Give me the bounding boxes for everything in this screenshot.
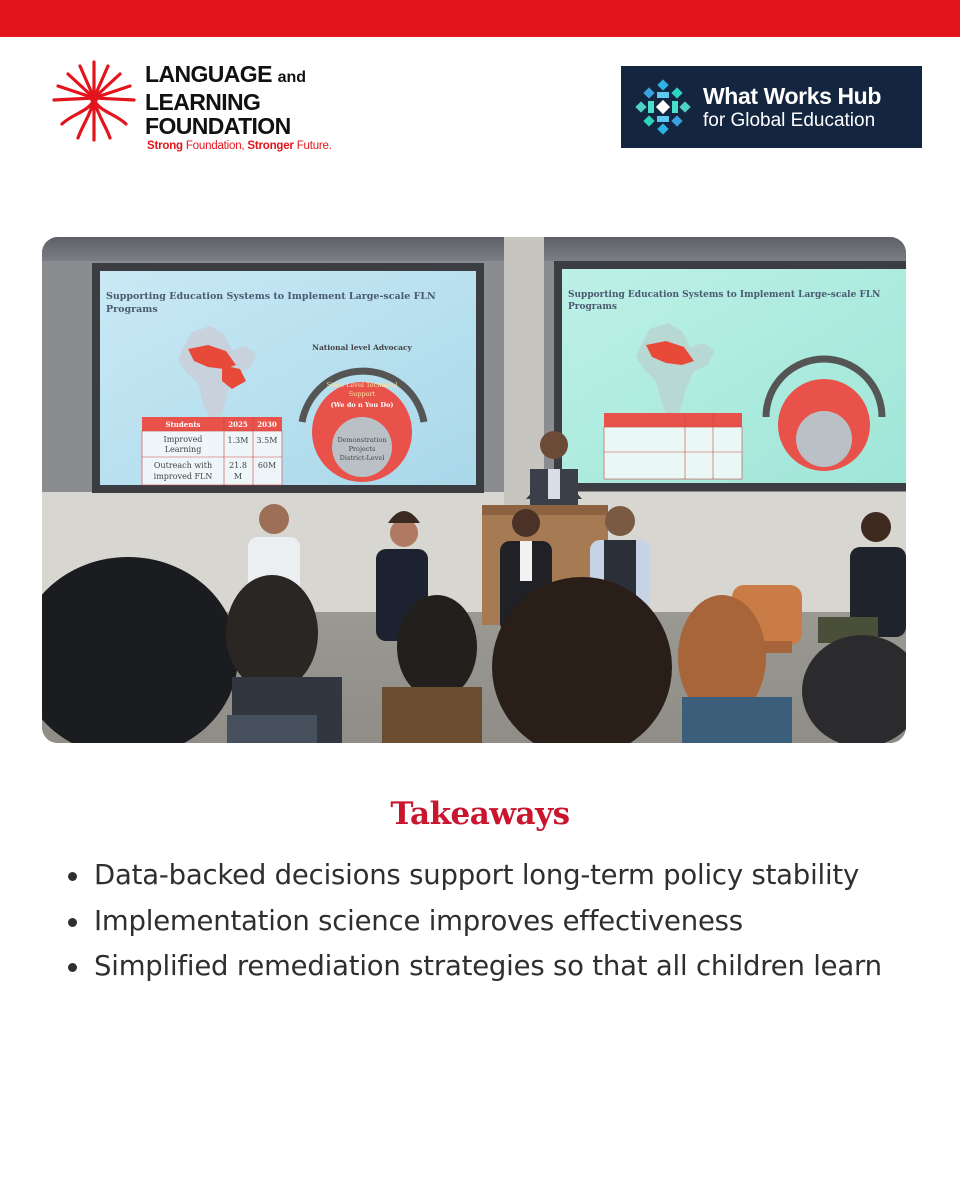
- takeaway-item: [66, 944, 926, 990]
- wwh-title: What Works Hub: [703, 83, 881, 109]
- takeaways-list: [66, 853, 926, 990]
- slide-title-left: Supporting Education Systems to Implement Large-scale FLN: [106, 291, 436, 302]
- top-accent-bar: [0, 0, 960, 37]
- tagline-text-2: Future.: [293, 140, 332, 152]
- takeaway-item: [66, 853, 926, 899]
- ring-mid-label-1: State Level Technical: [326, 381, 398, 389]
- table-cell: 1.3M: [227, 436, 249, 445]
- takeaway-item: [66, 899, 926, 945]
- takeaway-text: Implementation science improves effectiveness: [94, 904, 743, 937]
- bullet-icon: [68, 918, 77, 927]
- bullet-icon: [68, 963, 77, 972]
- table-header-2025: 2025: [228, 420, 248, 429]
- ring-core-label-3: District-Level: [339, 454, 385, 462]
- takeaway-text: Data-backed decisions support long-term policy stability: [94, 859, 860, 891]
- table-cell: Outreach with: [153, 461, 213, 470]
- ring-top-label: National level Advocacy: [312, 343, 412, 352]
- table-cell: improved FLN: [153, 472, 213, 481]
- slide-title-right: Supporting Education Systems to Implement Large-scale FLN: [568, 290, 881, 300]
- wwh-logo: [621, 66, 922, 148]
- takeaways-heading: Takeaways: [390, 796, 570, 832]
- bullet-icon: [68, 872, 77, 881]
- wwh-subtitle: for Global Education: [703, 110, 876, 131]
- sunburst-icon: [52, 58, 136, 142]
- takeaway-text: Simplified remediation strategies so that all children learn: [94, 950, 882, 982]
- ring-mid-label-3: (We do n You Do): [330, 401, 394, 409]
- llf-name: [145, 62, 306, 138]
- slide-title-right-2: Programs: [568, 302, 617, 312]
- table-cell: M: [233, 472, 243, 481]
- llf-name-and: and: [277, 69, 307, 86]
- table-cell: Learning: [164, 445, 202, 454]
- llf-tagline: [147, 140, 332, 152]
- tagline-text-1: Foundation,: [182, 140, 248, 152]
- tagline-strong-2: Stronger: [247, 140, 294, 152]
- conference-photo: [42, 237, 906, 743]
- table-cell: 3.5M: [256, 436, 278, 445]
- table-header-2030: 2030: [257, 420, 277, 429]
- llf-name-line2: LEARNING: [145, 89, 261, 115]
- table-cell: 60M: [257, 461, 277, 470]
- ring-mid-label-2: Support: [348, 390, 376, 398]
- table-header-students: Students: [165, 420, 201, 429]
- llf-name-line1: LANGUAGE: [145, 61, 272, 87]
- table-cell: Improved: [163, 435, 203, 444]
- slide-title-left-2: Programs: [106, 304, 158, 315]
- tagline-strong-1: Strong: [147, 140, 183, 152]
- ring-core-label-2: Projects: [348, 445, 376, 453]
- llf-logo: [52, 58, 352, 158]
- table-cell: 21.8: [229, 461, 247, 470]
- snowflake-icon: [633, 77, 693, 137]
- slide-table-left: [142, 417, 282, 485]
- llf-name-line3: FOUNDATION: [145, 113, 291, 139]
- ring-core-label-1: Demonstration: [337, 436, 387, 444]
- photo-illustration: [42, 237, 906, 743]
